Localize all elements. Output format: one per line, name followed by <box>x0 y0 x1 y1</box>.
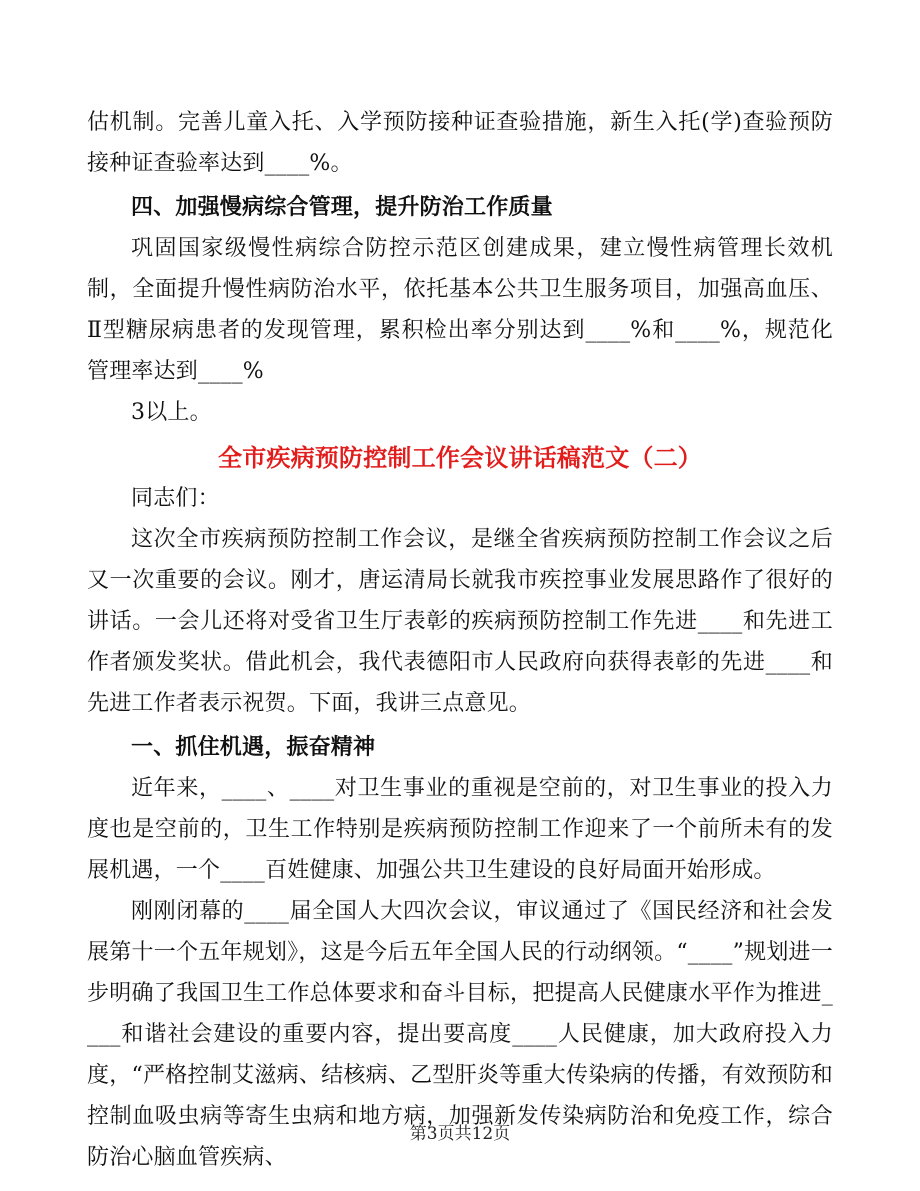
document-body <box>87 102 833 1178</box>
paragraph-chronic-disease: 巩固国家级慢性病综合防控示范区创建成果，建立慢性病管理长效机制，全面提升慢性病防治水平，依托基本公共卫生服务项目，加强高血压、Ⅱ型糖尿病患者的发现管理，累积检出率分别达到____%和____%，规范化管理率达到____% <box>87 236 833 384</box>
paragraph-opportunity: 近年来，____、____对卫生事业的重视是空前的，对卫生事业的投入力度也是空前的，卫生工作特别是疾病预防控制工作迎来了一个前所未有的发展机遇，一个____百姓健康、加强公共卫生建设的良好局面开始形成。 <box>87 776 833 883</box>
page-footer: 第3页共12页 <box>409 1124 511 1144</box>
section-heading-1: 一、抓住机遇，振奋精神 <box>131 734 376 760</box>
document-title: 全市疾病预防控制工作会议讲话稿范文（二） <box>218 443 702 472</box>
paragraph-continuation: 估机制。完善儿童入托、入学预防接种证查验措施，新生入托(学)查验预防接种证查验率达到____%。 <box>87 110 833 176</box>
paragraph-five-year-plan: 刚刚闭幕的____届全国人大四次会议，审议通过了《国民经济和社会发展第十一个五年规划》，这是今后五年全国人民的行动纲领。“____”规划进一步明确了我国卫生工作总体要求和奋斗目标，把提高人民健康水平作为推进____和谐社会建设的重要内容，提出要高度____人民健康，加大政府投入力度，“严格控制艾滋病、结核病、乙型肝炎等重大传染病的传播，有效预防和控制血吸虫病等寄生虫病和地方病，加强新发传染病防治和免疫工作，综合防治心脑血管疾病、 <box>87 899 833 1170</box>
salutation: 同志们： <box>131 486 220 511</box>
section-heading-4: 四、加强慢病综合管理，提升防治工作质量 <box>131 194 553 220</box>
paragraph-intro: 这次全市疾病预防控制工作会议，是继全省疾病预防控制工作会议之后又一次重要的会议。刚才，唐运清局长就我市疾控事业发展思路作了很好的讲话。一会儿还将对受省卫生厅表彰的疾病预防控制工作先进____和先进工作者颁发奖状。借此机会，我代表德阳市人民政府向获得表彰的先进____和先进工作者表示祝贺。下面，我讲三点意见。 <box>87 527 833 716</box>
paragraph-tail: 3以上。 <box>131 400 212 425</box>
